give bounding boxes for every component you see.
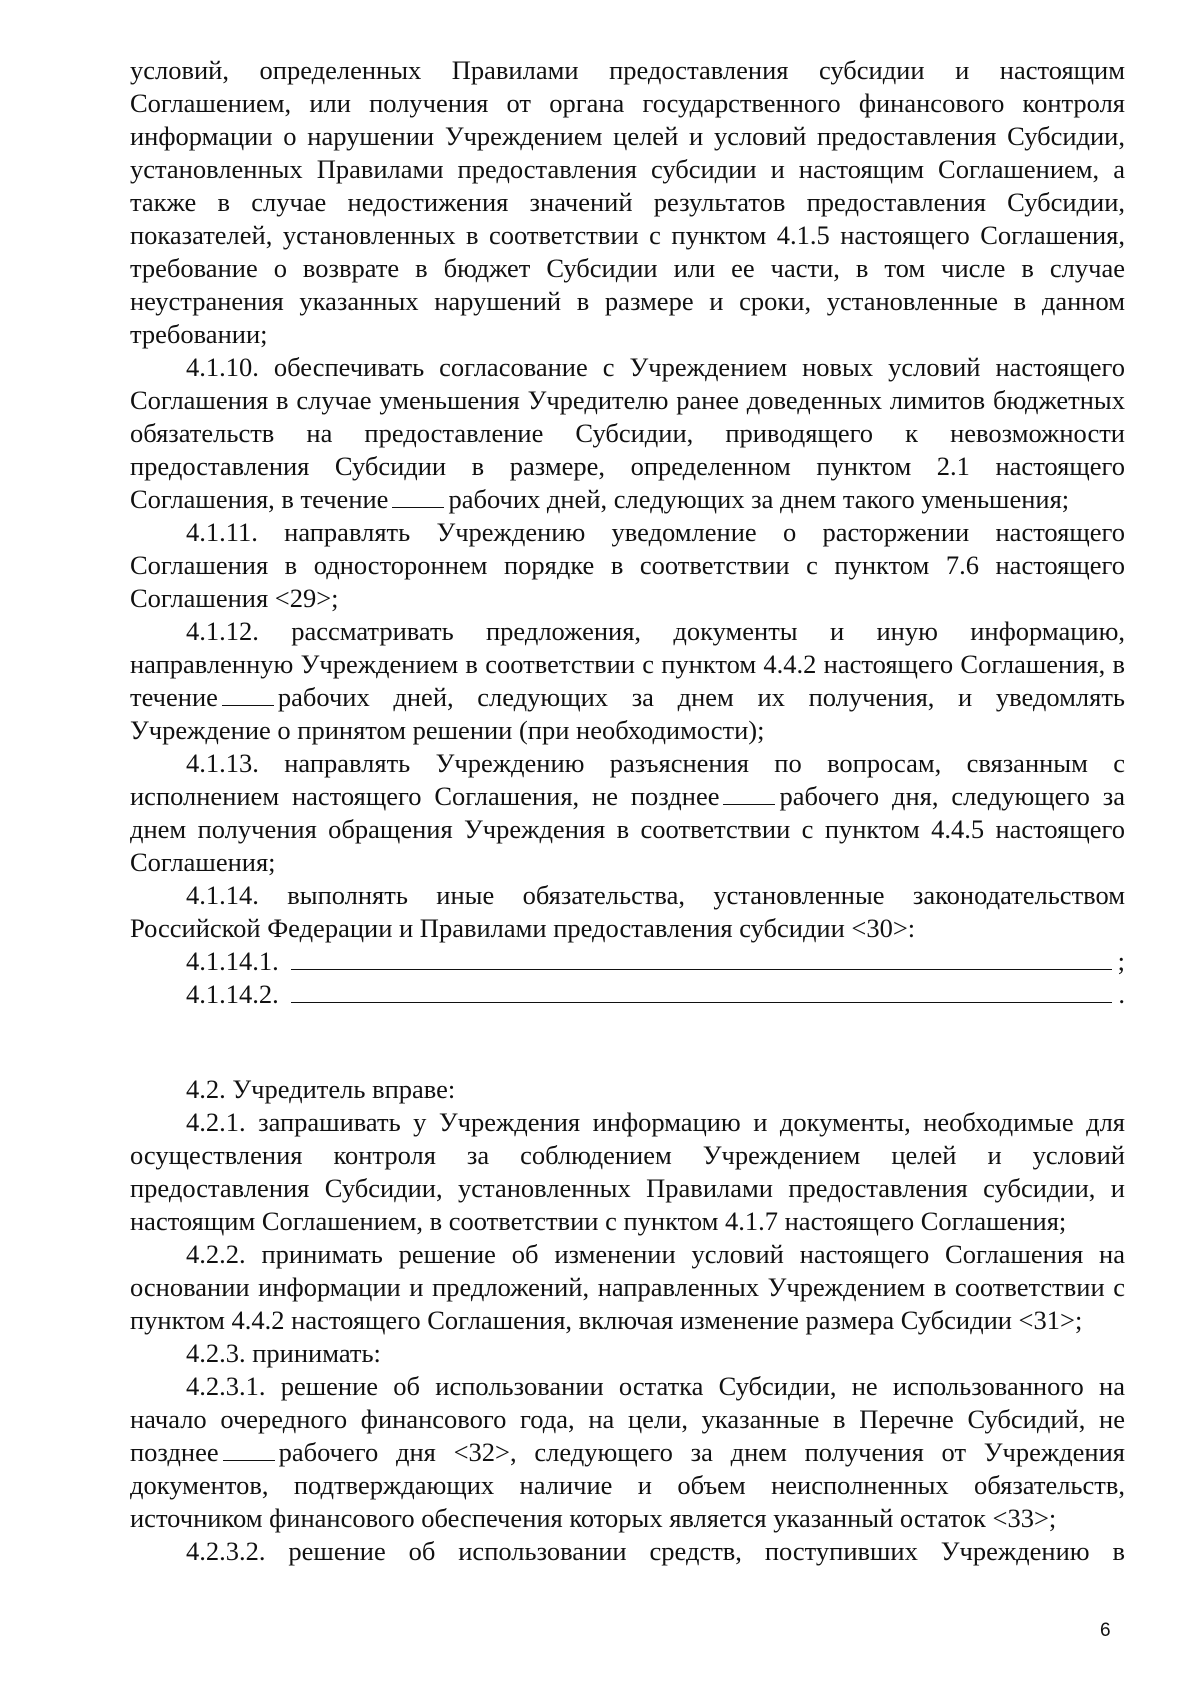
fill-line-label: 4.1.14.1.: [186, 946, 279, 976]
paragraph-4-2-3-2: 4.2.3.2. решение об использовании средств, поступивших Учреждению в: [186, 1536, 1125, 1566]
section-heading-4-2: 4.2. Учредитель вправе:: [186, 1074, 456, 1104]
paragraph-4-2-1: 4.2.1. запрашивать у Учреждения информацию и документы, необходимые для осуществления контроля за соблюдением Учреждением целей и условий предоставления Субсидии, установленных Правилами предоставления субсидии, и настоящим Соглашением, в соответствии с пунктом 4.1.7 настоящего Соглашения;: [130, 1107, 1125, 1236]
paragraph-text: рабочих дней, следующих за днем их получения, и уведомлять Учреждение о принятом решении (при необходимости);: [130, 682, 1125, 745]
paragraph-text: рабочего дня <32>, следующего за днем получения от Учреждения документов, подтверждающих наличие и объем неисполненных обязательств, источником финансового обеспечения которых является указанный остаток <33>;: [130, 1437, 1125, 1533]
blank-days-field[interactable]: [723, 782, 775, 805]
paragraph-4-2-3: 4.2.3. принимать:: [186, 1338, 381, 1368]
paragraph-text: рабочего дня, следующего за днем получения обращения Учреждения в соответствии с пунктом 4.4.5 настоящего Соглашения;: [130, 781, 1125, 877]
page-number: 6: [1100, 1620, 1111, 1641]
paragraph-4-2-3-1: [130, 1370, 1125, 1535]
fill-line-4-1-14-1: [130, 945, 1125, 978]
paragraph-continuation: условий, определенных Правилами предоставления субсидии и настоящим Соглашением, или получения от органа государственного финансового контроля информации о нарушении Учреждением целей и условий предоставления Субсидии, установленных Правилами предоставления субсидии и настоящим Соглашением, а также в случае недостижения значений результатов предоставления Субсидии, показателей, установленных в соответствии с пунктом 4.1.5 настоящего Соглашения, требование о возврате в бюджет Субсидии или ее части, в том числе в случае неустранения указанных нарушений в размере и сроки, установленные в данном требовании;: [130, 55, 1125, 349]
paragraph-spacer: [130, 1011, 1125, 1073]
paragraph-4-1-13: [130, 747, 1125, 879]
fill-line-4-1-14-2: [130, 978, 1125, 1011]
paragraph-text: 4.1.12. рассматривать предложения, документы и иную информацию, направленную Учреждением в соответствии с пунктом 4.4.2 настоящего Соглашения, в течение: [130, 616, 1125, 712]
paragraph-4-1-11: 4.1.11. направлять Учреждению уведомление о расторжении настоящего Соглашения в одностороннем порядке в соответствии с пунктом 7.6 настоящего Соглашения <29>;: [130, 517, 1125, 613]
blank-fill-field[interactable]: [291, 980, 1113, 1003]
blank-days-field[interactable]: [222, 683, 274, 706]
paragraph-text: 4.1.13. направлять Учреждению разъяснения по вопросам, связанным с исполнением настоящего Соглашения, не позднее: [130, 748, 1125, 811]
blank-days-field[interactable]: [223, 1438, 275, 1461]
blank-fill-field[interactable]: [291, 947, 1112, 970]
fill-line-label: 4.1.14.2.: [186, 979, 279, 1009]
paragraph-4-1-10: [130, 351, 1125, 516]
paragraph-4-1-14: 4.1.14. выполнять иные обязательства, установленные законодательством Российской Федерации и Правилами предоставления субсидии <30>:: [130, 880, 1125, 943]
blank-days-field[interactable]: [392, 485, 444, 508]
fill-line-end: .: [1118, 979, 1125, 1009]
paragraph-4-1-12: [130, 615, 1125, 747]
paragraph-4-2-2: 4.2.2. принимать решение об изменении условий настоящего Соглашения на основании информации и предложений, направленных Учреждением в соответствии с пунктом 4.4.2 настоящего Соглашения, включая изменение размера Субсидии <31>;: [130, 1239, 1125, 1335]
paragraph-text: 4.1.10. обеспечивать согласование с Учреждением новых условий настоящего Соглашения в случае уменьшения Учредителю ранее доведенных лимитов бюджетных обязательств на предоставление Субсидии, приводящего к невозможности предоставления Субсидии в размере, определенном пунктом 2.1 настоящего Соглашения, в течение: [130, 352, 1125, 514]
paragraph-text: рабочих дней, следующих за днем такого уменьшения;: [448, 484, 1070, 514]
document-body: [130, 54, 1125, 1568]
fill-line-end: ;: [1117, 946, 1125, 976]
paragraph-text: 4.2.3.1. решение об использовании остатка Субсидии, не использованного на начало очередного финансового года, на цели, указанные в Перечне Субсидий, не позднее: [130, 1371, 1125, 1467]
